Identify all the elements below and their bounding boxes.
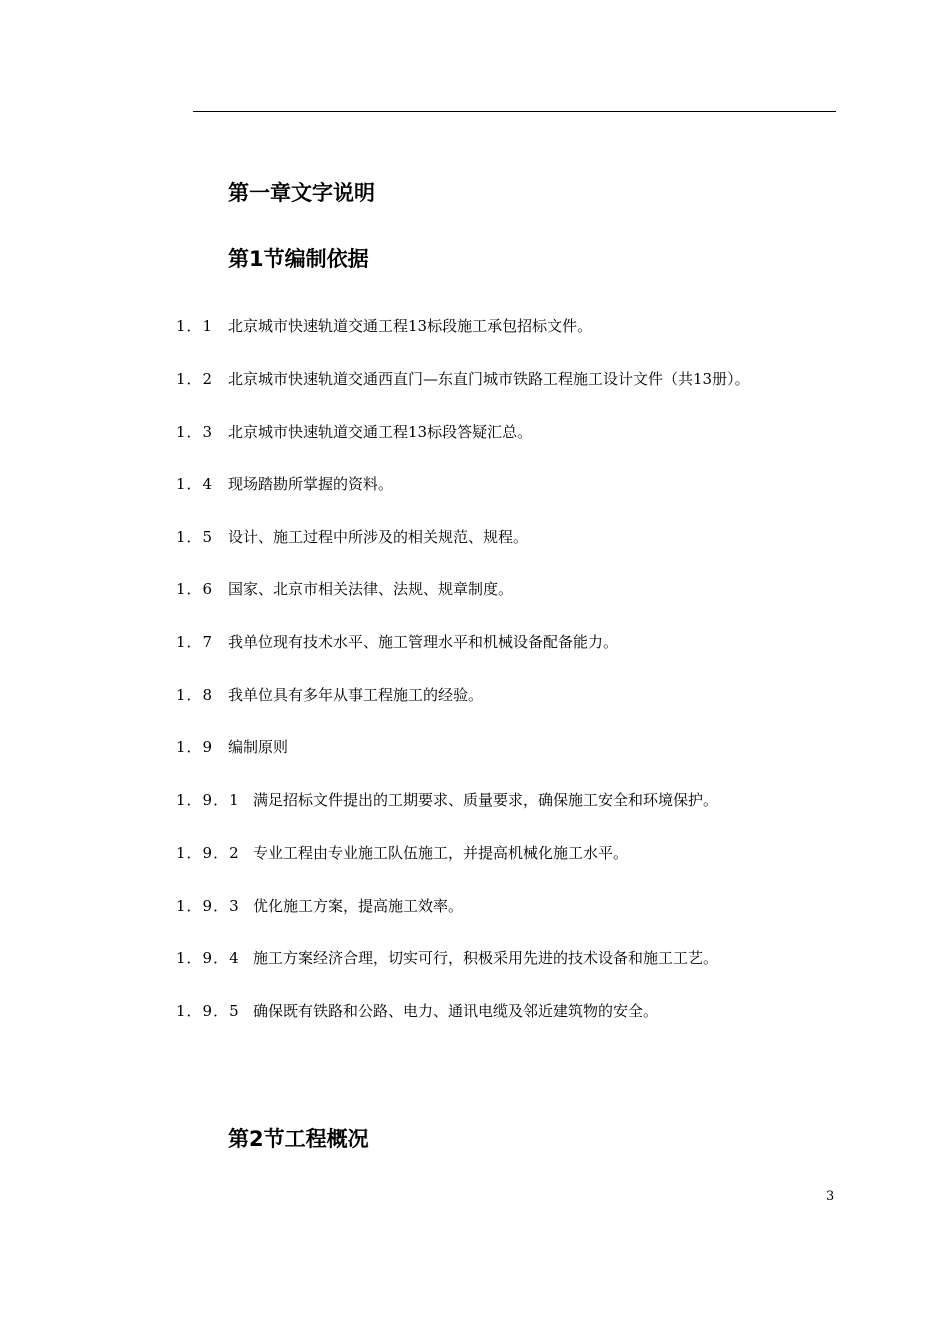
item-number: 1．8 [176, 686, 214, 704]
item-text: 北京城市快速轨道交通工程13标段施工承包招标文件。 [228, 317, 593, 335]
item-text: 北京城市快速轨道交通工程13标段答疑汇总。 [228, 423, 533, 441]
section-1-title: 第1节编制依据 [228, 247, 369, 271]
item-text: 专业工程由专业施工队伍施工，并提高机械化施工水平。 [253, 844, 629, 862]
header-rule [193, 111, 836, 112]
item-text: 优化施工方案，提高施工效率。 [253, 897, 464, 915]
item-number: 1．9 [176, 738, 214, 756]
page-number: 3 [826, 1189, 835, 1204]
item-text: 我单位具有多年从事工程施工的经验。 [228, 686, 484, 704]
item-number: 1．2 [176, 370, 214, 388]
item-number: 1．6 [176, 580, 214, 598]
item-text: 满足招标文件提出的工期要求、质量要求，确保施工安全和环境保护。 [253, 791, 719, 809]
item-number: 1．9．1 [176, 791, 240, 809]
chapter-title: 第一章文字说明 [228, 181, 375, 205]
item-number: 1．3 [176, 423, 214, 441]
item-text: 我单位现有技术水平、施工管理水平和机械设备配备能力。 [228, 633, 619, 651]
item-number: 1．7 [176, 633, 214, 651]
item-text: 编制原则 [228, 738, 289, 756]
item-number: 1．9．5 [176, 1002, 240, 1020]
item-text: 现场踏勘所掌握的资料。 [228, 475, 394, 493]
item-number: 1．1 [176, 317, 214, 335]
item-text: 北京城市快速轨道交通西直门—东直门城市铁路工程施工设计文件（共13册）。 [228, 370, 750, 388]
item-number: 1．9．3 [176, 897, 240, 915]
item-text: 确保既有铁路和公路、电力、通讯电缆及邻近建筑物的安全。 [253, 1002, 659, 1020]
item-text: 施工方案经济合理，切实可行，积极采用先进的技术设备和施工工艺。 [253, 949, 719, 967]
item-number: 1．4 [176, 475, 214, 493]
item-number: 1．9．4 [176, 949, 240, 967]
item-text: 设计、施工过程中所涉及的相关规范、规程。 [228, 528, 529, 546]
item-text: 国家、北京市相关法律、法规、规章制度。 [228, 580, 514, 598]
item-number: 1．5 [176, 528, 214, 546]
item-number: 1．9．2 [176, 844, 240, 862]
section-2-title: 第2节工程概况 [228, 1127, 369, 1151]
